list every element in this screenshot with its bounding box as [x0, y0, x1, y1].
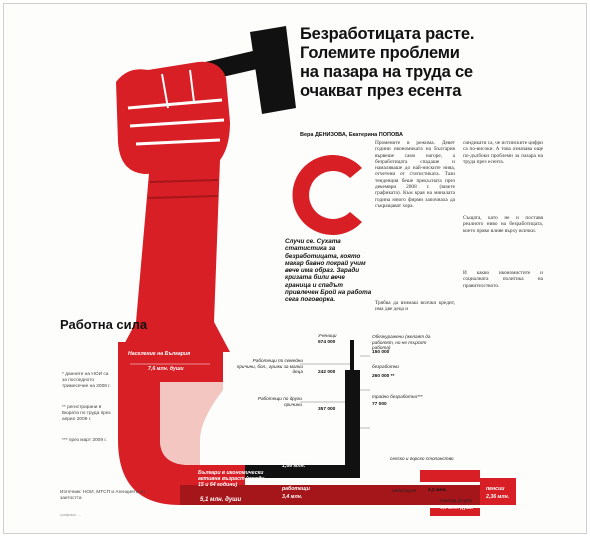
other-value-3: 260 000 ** — [372, 374, 395, 379]
article-lead: Случи се. Сухата статистика за безработицата, която макар бавно покрай учим вече има образ. Заради кризата били вече граница и спадът привлечен Брой на работа сега поговорка. — [285, 238, 372, 304]
population-value: 7,6 млн. души — [148, 366, 184, 372]
column-2: синдикати са, че истинските цифри са по-високи. А това означава още по-дълбоки проблеми за пазара на труда през есента. — [463, 140, 543, 165]
sector-value-3: 2,36 млн. — [486, 494, 510, 500]
active-label: Българи в икономически активна възраст (между 15 и 64 години) — [198, 470, 265, 489]
unemployed-value: 1,66 млн. — [282, 463, 306, 469]
sector-label-2: сектор услуги — [440, 498, 473, 503]
unemployed-label: безработни — [282, 455, 315, 461]
other-value-4: 77 000 — [372, 402, 387, 407]
other-label-3: безработни — [372, 364, 399, 369]
sector-label-1: индустрия — [392, 488, 416, 493]
unemployed-stream — [245, 370, 360, 478]
other-label-4: трайно безработни*** — [372, 394, 423, 399]
dropcap-c — [282, 150, 372, 240]
sector-value-2: 1,9 млн. души — [440, 506, 473, 511]
other-label-0: Работещи по семейни причини, бол., грижи за малки деца — [236, 358, 303, 375]
note-1: * данните на НОИ са за последното тримесечие на 2008 г. — [62, 372, 111, 389]
author-byline: Вера ДЕНИЗОВА, Екатерина ПОПОВА — [300, 132, 403, 138]
column-2c: И какво икономистите и социалната политика на правителството. — [463, 270, 543, 289]
column-2b: Същата, като не и поставя реалното ниво на безработицата, което пряко влияе върху всички. — [463, 215, 543, 234]
employed-value: 3,4 млн. — [282, 494, 303, 500]
credit-note: графика: ... — [60, 512, 82, 517]
note-2: ** регистрирани в Бюрата по труда през април 2009 г. — [62, 405, 111, 422]
population-bar — [118, 342, 223, 382]
other-label-2: Обезкуражени (желаят да работят, но не търсят работа) — [372, 334, 431, 351]
fist-hammer-illustration — [80, 22, 310, 352]
population-label: Население на България — [128, 351, 191, 357]
sector-value-1: 1,2 млн. — [428, 488, 447, 493]
other-value-5: 574 000 — [318, 340, 336, 345]
section-title: Работна сила — [60, 317, 148, 332]
other-label-1: Работещи по други причини — [257, 396, 302, 407]
inactive-flow — [160, 382, 223, 465]
pupils-line — [350, 340, 354, 370]
active-value: 5,1 млн. души — [200, 497, 242, 503]
other-value-1: 357 000 — [318, 407, 336, 412]
column-1-end: Трябва да взимаш всички кредит, има две деца и — [375, 300, 455, 313]
article-title: Безработицата расте. Големите проблеми на пазара на труда се очакват през есента — [300, 25, 475, 100]
sector-label-3: пенсии — [486, 486, 505, 492]
employed-label: работещи — [282, 486, 310, 492]
column-1: Промените в режима. Девет години икономиката на България вървеше само нагоре, а безработицата спадаше и намаляваше до най-ниските нива, отчетени от статистиката. Тази тенденция беше прекъсната през декември 2008 г. (вижте графиката). Към края на миналата година много фирми започнаха да съкращават хора. — [375, 140, 455, 209]
other-value-0: 242 000 — [318, 370, 336, 375]
agri-bar — [420, 470, 480, 482]
sector-label-0: селско и горско стопанство — [390, 456, 454, 461]
note-3: *** през март 2009 г. — [62, 438, 107, 443]
source-note: Източник: НОИ, МТСП и Агенцията по заетостта — [60, 490, 146, 501]
other-label-5: Ученици — [318, 333, 337, 338]
other-value-2: 150 000 — [372, 350, 390, 355]
